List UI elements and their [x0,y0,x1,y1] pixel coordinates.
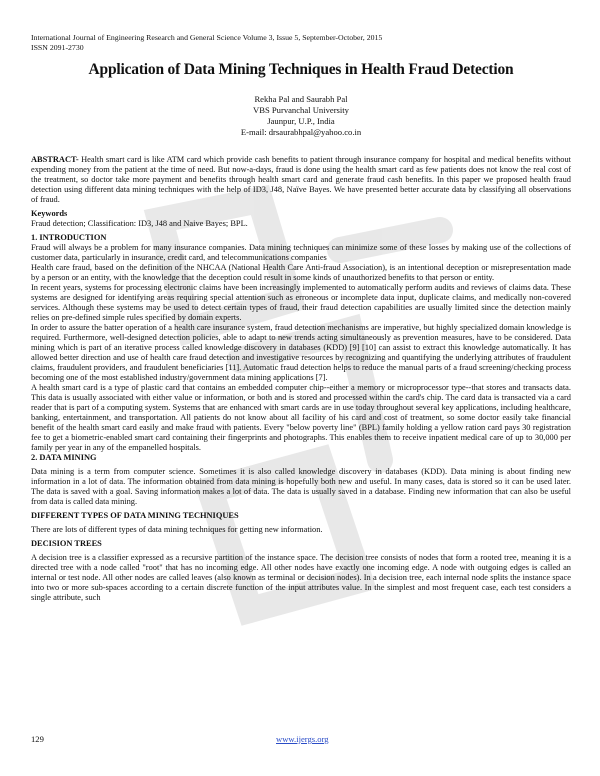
data-mining-paragraph: Data mining is a term from computer science. Sometimes it is also called knowledge discovery in databases (KDD). Data mining is about finding new information in a lot of data. The information obtained from data mining is hopefully both new and useful. In many cases, data is stored so it can be used later. The data is saved with a goal. Saving information makes a lot of data. The data is usually saved in a database. Finding new information that can also be useful from data is called data mining. [31,467,571,506]
journal-website-link[interactable]: www.ijergs.org [276,734,329,744]
decision-trees-paragraph: A decision tree is a classifier expressed as a recursive partition of the instance space. The decision tree consists of nodes that form a rooted tree, meaning it is a directed tree with a node called "root" that has no incoming edge. All other nodes have exactly one incoming edge. A node with outgoing edges is called an internal or test node. All other nodes are called leaves (also known as terminal or decision nodes). In a decision tree, each internal node splits the instance space into two or more sub-spaces according to a certain discrete function of the input attributes value. In the simplest and most frequent case, each test considers a single attribute, such [31,553,571,602]
section-heading-decision-trees: DECISION TREES [31,539,102,548]
author-affiliation: VBS Purvanchal University [253,105,349,115]
techniques-paragraph: There are lots of different types of data mining techniques for getting new information. [31,525,323,534]
intro-paragraph: Fraud will always be a problem for many insurance companies. Data mining techniques can minimize some of these losses by making use of the collections of customer data, particularly in insurance, credit card, and telecommunications companies [31,243,571,262]
page-number: 129 [31,734,44,744]
intro-paragraph: Health care fraud, based on the definition of the NHCAA (National Health Care Anti-fraud Association), is an intentional deception or misrepresentation made by a person or an entity, with the knowledge that the deception could result in some kinds of unauthorized benefits to that person or entity. [31,263,571,282]
keywords-text: Fraud detection; Classification: ID3, J48 and Naive Bayes; BPL. [31,219,248,228]
intro-paragraph: In order to assure the batter operation of a health care insurance system, fraud detection mechanisms are imperative, but highly specialized domain knowledge is required. Furthermore, well-designed detection policies, able to adapt to new trends acting simultaneously as prevention measures, have to be considered. Data mining which is part of an iterative process called knowledge discovery in databases (KDD) [9] [10] can assist to extract this knowledge automatically. It has allowed better direction and use of health care fraud detection and investigative resources by recognizing and quantifying the underlying attributes of fraudulent claims, fraudulent providers, and fraudulent beneficiaries [11]. Automatic fraud detection helps to reduce the manual parts of a fraud screening/checking process becoming one of the most established industry/government data mining applications [7]. [31,323,571,382]
author-location: Jaunpur, U.P., India [267,116,335,126]
intro-paragraph: A health smart card is a type of plastic card that contains an embedded computer chip--either a memory or microprocessor type--that stores and transacts data. This data is usually associated with either value or information, or both and is stored and processed within the card's chip. The card data is transacted via a card reader that is part of a computing system. Systems that are enhanced with smart cards are in use today throughout several key applications, including healthcare, banking, entertainment, and transportation. All patients do not know about all facility of his card and cost of treatment, so some doctor easily take financial benefit of the health smart card easily and make fraud with patients. Every "below poverty line" (BPL) family holding a yellow ration card pays 30 registration fee to get a biometric-enabled smart card containing their fingerprints and photographs. This enables them to receive inpatient medical care of up to 30,000 per family per year in any of the empanelled hospitals. [31,383,571,452]
intro-paragraph: In recent years, systems for processing electronic claims have been increasingly implemented to automatically perform audits and reviews of claims data. These systems are designed for identifying areas requiring special attention such as erroneous or incomplete data input, duplicate claims, and medically non-covered services. Although these systems may be used to detect certain types of fraud, their fraud detection capabilities are usually limited since the detection mainly relies on pre-defined simple rules specified by domain experts. [31,283,571,322]
author-block [31,94,571,138]
author-names: Rekha Pal and Saurabh Pal [254,94,348,104]
author-email: E-mail: drsaurabhpal@yahoo.co.in [240,127,362,137]
abstract-text: Health smart card is like ATM card which provide cash benefits to patient through insurance company for hospital and medical benefits without expending money from the patient at the time of need. But now-a-days, fraud is done using the health smart card as few patients does not know the real cost of the treatment, so doctor take more payment and benefits through health smart card and generate fraud cash benefits. In this paper we proposed health fraud detection using different data mining techniques with the help of ID3, J48, Naïve Bayes. We have presented better accurate data by classifying all observations of fraud. [31,155,571,204]
abstract [31,155,571,205]
abstract-label: ABSTRACT- [31,155,79,164]
paper-title: Application of Data Mining Techniques in Health Fraud Detection [88,61,514,78]
journal-issn: ISSN 2091-2730 [31,42,84,52]
keywords-heading: Keywords [31,209,68,218]
journal-header [31,33,591,52]
paper-body [31,155,571,603]
section-heading-techniques: DIFFERENT TYPES OF DATA MINING TECHNIQUES [31,511,239,520]
section-heading-introduction: 1. INTRODUCTION [31,233,107,242]
journal-citation: International Journal of Engineering Research and General Science Volume 3, Issue 5, September-October, 2015 [31,33,383,42]
section-heading-data-mining: 2. DATA MINING [31,453,97,462]
